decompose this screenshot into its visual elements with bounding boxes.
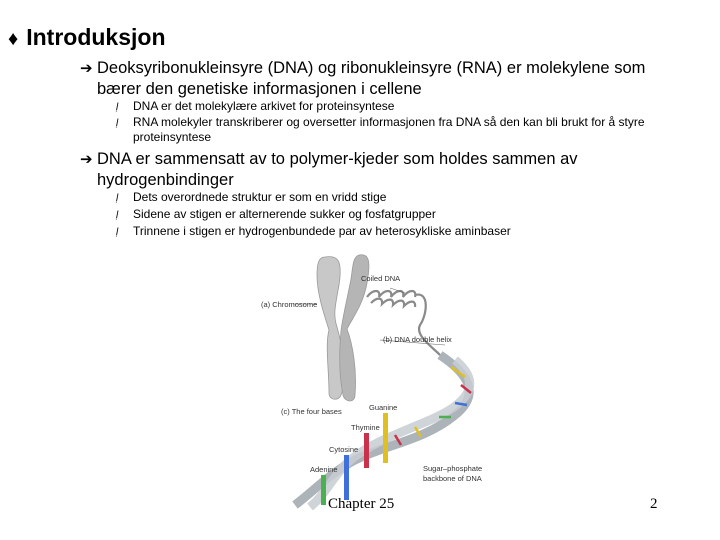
label-thymine: Thymine <box>351 423 380 432</box>
bullet-2-line-1: DNA er sammensatt av to polymer-kjeder som holdes sammen av <box>97 150 578 168</box>
sub-bullet-text: Dets overordnede struktur er som en vridd stige <box>133 190 387 204</box>
arrow-right-icon: ➔ <box>80 151 93 168</box>
sub-bullet-text: Trinnene i stigen er hydrogenbundede par av heterosykliske aminbaser <box>133 224 511 238</box>
sub-bullet-2-1 <box>116 190 696 205</box>
label-guanine: Guanine <box>369 403 398 412</box>
sub-bullet-icon: ḷ <box>116 102 119 113</box>
slide-title-text: Introduksjon <box>26 24 166 50</box>
sub-bullet-1-1 <box>116 99 696 114</box>
bullet-2 <box>80 149 680 191</box>
slide-title <box>8 24 166 51</box>
label-chromosome: (a) Chromosome <box>261 300 318 309</box>
bullet-1-line-1: Deoksyribonukleinsyre (DNA) og ribonukleinsyre (RNA) er molekylene som <box>97 59 646 77</box>
bullet-1-line-2: bærer den genetiske informasjonen i cellene <box>97 80 422 98</box>
label-backbone-2: backbone of DNA <box>423 474 482 483</box>
sub-bullet-1-2 <box>116 115 696 145</box>
label-adenine: Adenine <box>310 465 338 474</box>
sub-bullet-text: RNA molekyler transkriberer og oversetter informasjonen fra DNA så den kan bli brukt for å styre proteinsyntese <box>133 115 645 144</box>
sub-bullet-icon: ḷ <box>116 193 119 204</box>
sub-bullet-icon: ḷ <box>116 118 119 129</box>
cytosine-marker <box>344 455 349 500</box>
adenine-marker <box>321 475 326 505</box>
sub-bullet-icon: ḷ <box>116 227 119 238</box>
bullet-1 <box>80 58 680 100</box>
dna-illustration <box>255 245 520 510</box>
label-backbone-1: Sugar–phosphate <box>423 464 483 473</box>
sub-bullet-text: DNA er det molekylære arkivet for proteinsyntese <box>133 99 395 113</box>
bullet-2-line-2: hydrogenbindinger <box>97 171 234 189</box>
label-double-helix: (b) DNA double helix <box>383 335 452 344</box>
footer-chapter: Chapter 25 <box>328 496 395 512</box>
guanine-marker <box>383 413 388 463</box>
footer-page-number: 2 <box>650 496 658 512</box>
sub-bullet-text: Sidene av stigen er alternerende sukker og fosfatgrupper <box>133 207 436 221</box>
label-coiled-dna: Coiled DNA <box>361 274 401 283</box>
sub-bullet-2-2 <box>116 207 696 222</box>
label-cytosine: Cytosine <box>329 445 359 454</box>
arrow-right-icon: ➔ <box>80 60 93 77</box>
thymine-marker <box>364 433 369 468</box>
label-four-bases: (c) The four bases <box>281 407 342 416</box>
sub-bullet-icon: ḷ <box>116 210 119 221</box>
diamond-icon: ♦ <box>8 28 19 50</box>
sub-bullet-2-3 <box>116 224 696 239</box>
coiled-dna-shape <box>367 291 440 355</box>
